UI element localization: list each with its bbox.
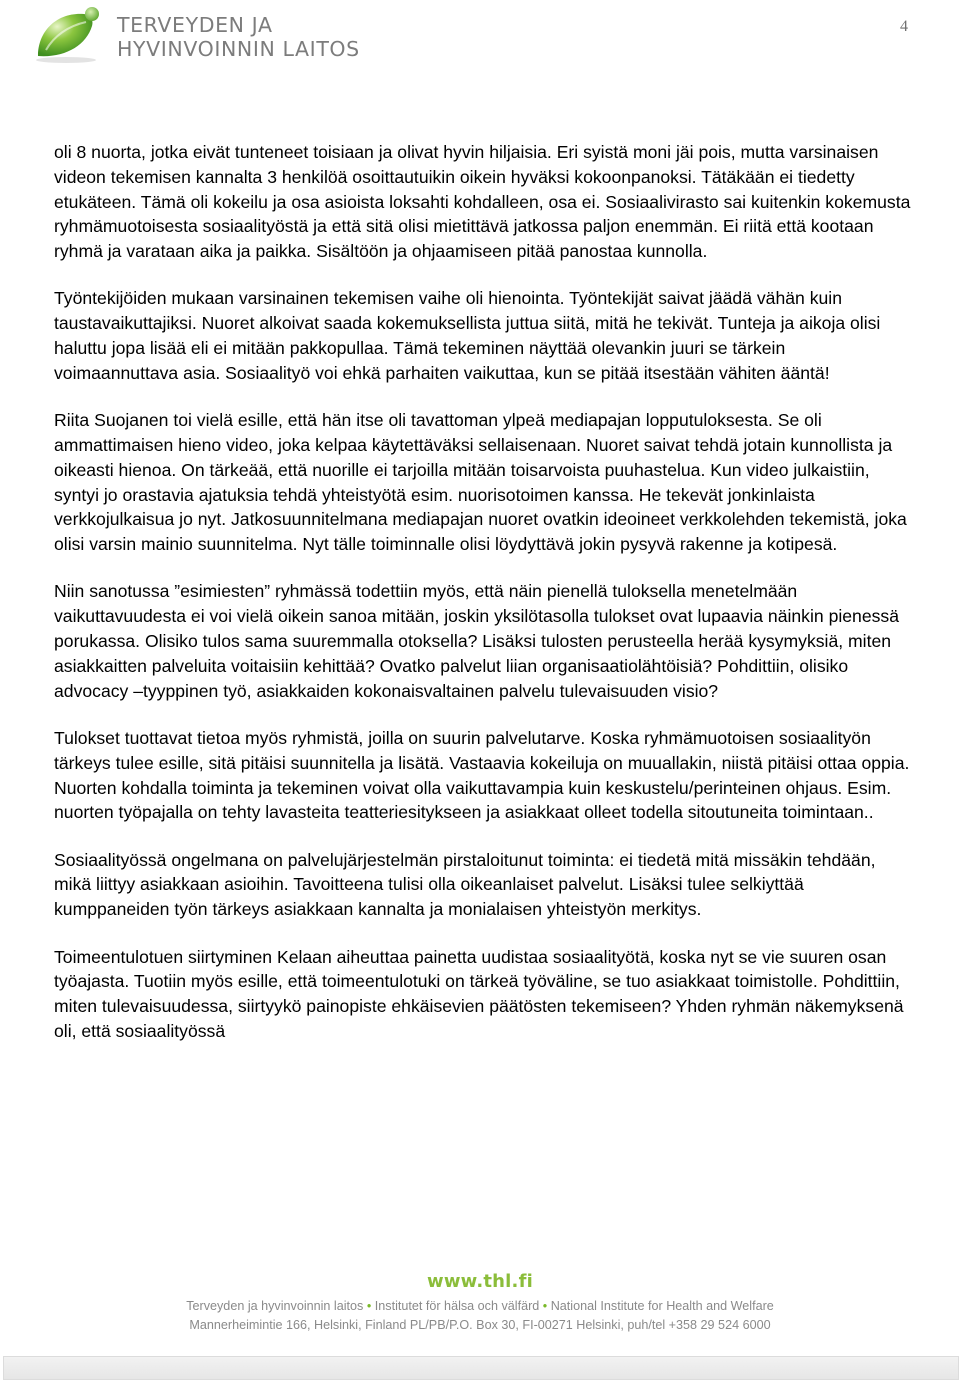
header	[28, 4, 388, 66]
paragraph: Riita Suojanen toi vielä esille, että hän itse oli tavattoman ylpeä mediapajan lopputuloksesta. Se oli ammattimaisen hieno video, joka kelpaa käytettäväksi sellaisenaan. Nuoret saivat tehdä jotain kunnollista ja oikeasti hienoa. On tärkeää, että nuorille ei tarjoilla mitään toisarvoista puuhastelua. Kun video julkaistiin, syntyi jo orastavia ajatuksia tehdä yhteistyötä esim. nuorisotoimen kanssa. He tekevät jonkinlaista verkkojulkaisua jo nyt. Jatkosuunnitelmana mediapajan nuoret ovatkin ideoineet verkkolehden tekemistä, joka olisi varsin mainio suunnitelma. Nyt tälle toiminnalle olisi löydyttävä jokin pysyvä rakenne ja kotipesä.	[54, 410, 907, 555]
document-body	[54, 140, 914, 1066]
institution-name-sv: Institutet för hälsa och välfärd	[374, 1299, 540, 1313]
bullet-separator: •	[542, 1299, 548, 1313]
page-bottom-band	[0, 1352, 960, 1382]
footer-url[interactable]: www.thl.fi	[426, 1271, 533, 1292]
bullet-separator: •	[366, 1299, 372, 1313]
paragraph: Tulokset tuottavat tietoa myös ryhmistä, joilla on suurin palvelutarve. Koska ryhmämuotoisen sosiaalityön tärkeys tulee esille, sitä pitäisi suunnitella ja lisätä. Vastaavia kokeiluja on muuallakin, niistä pitäisi ottaa oppia. Nuorten kohdalla toiminta ja tekeminen voivat olla vaikuttavampia kuin keskustelu/perinteinen ohjaus. Esim. nuorten työpajalla on tehty lavasteita teatteriesitykseen ja asiakkaat olleet todella sitoutuneita toimintaan..	[54, 727, 910, 823]
institution-name-fi: Terveyden ja hyvinvoinnin laitos	[186, 1299, 364, 1313]
band-bar	[3, 1356, 959, 1380]
paragraph: oli 8 nuorta, jotka eivät tunteneet toisiaan ja olivat hyvin hiljaisia. Eri syistä moni jäi pois, mutta varsinaisen videon tekemisen kannalta 3 henkilöä osoittautuikin oikein hyväksi kokoonpanoksi. Tätäkään ei tiedetty etukäteen. Tämä oli kokeilu ja osa asioista loksahti kohdalleen, osa ei. Sosiaalivirasto sai kuitenkin kokemusta ryhmämuotoisesta sosiaalityöstä ja että sitä olisi mietittävä jatkossa paljon enemmän. Ei riitä että kootaan ryhmä ja varataan aika ja paikka. Sisältöön ja ohjaamiseen pitää panostaa kunnolla.	[54, 142, 911, 262]
paragraph: Toimeentulotuen siirtyminen Kelaan aiheuttaa painetta uudistaa sosiaalityötä, koska nyt se vie suuren osan työajasta. Tuotiin myös esille, että toimeentulotuki on tärkeä työväline, se tuo asiakkaat toimistolle. Pohdittiin, miten tulevaisuudessa, siirtyykö painopiste ehkäisevien päätösten tekemiseen? Yhden ryhmän näkemyksenä oli, että sosiaalityössä	[54, 946, 904, 1041]
paragraph: Niin sanotussa ”esimiesten” ryhmässä todettiin myös, että näin pienellä tuloksella menetelmään vaikuttavuudesta ei voi vielä oikein sanoa mitään, joskin yksilötasolla tulokset ovat lupaavia näinkin pienessä porukassa. Olisiko tulos sama suuremmalla otoksella? Lisäksi tulosten perusteella herää kysymyksiä, miten asiakkaitten palveluita voitaisiin kehittää? Ovatko palvelut liian organisaatiolähtöisiä? Pohdittiin, olisiko advocacy –tyyppinen työ, asiakkaiden kokonaisvaltainen palvelu tulevaisuuden visio?	[54, 581, 899, 701]
page-number: 4	[900, 18, 908, 35]
org-name-line2: HYVINVOINNIN LAITOS	[117, 37, 360, 61]
thl-logo-icon	[28, 4, 114, 66]
footer-address: Mannerheimintie 166, Helsinki, Finland PL/PB/P.O. Box 30, FI-00271 Helsinki, puh/tel +358 29 524 6000	[189, 1318, 771, 1332]
org-name-line1: TERVEYDEN JA	[117, 13, 273, 37]
paragraph: Sosiaalityössä ongelmana on palvelujärjestelmän pirstaloitunut toiminta: ei tiedetä mitä missäkin tehdään, mikä liittyy asiakkaan asioihin. Tavoitteena tulisi olla oikeanlaiset palvelut. Lisäksi tulee selkiyttää kumppaneiden työn tärkeys asiakkaan kannalta ja monialaisen yhteistyön merkitys.	[54, 849, 876, 920]
footer-institution-names	[0, 1299, 960, 1313]
institution-name-en: National Institute for Health and Welfare	[550, 1299, 774, 1313]
paragraph: Työntekijöiden mukaan varsinainen tekemisen vaihe oli hienointa. Työntekijät saivat jäädä vähän kuin taustavaikuttajiksi. Nuoret alkoivat saada kokemuksellista juttua siitä, mitä he tekivät. Tunteja ja aikoja olisi haluttu jopa lisää eli ei mitään pakkopullaa. Tämä tekeminen näyttää olevankin juuri se tärkein voimaannuttava asia. Sosiaalityö voi ehkä parhaiten vaikuttaa, kun se pitää itsestään vähiten ääntä!	[54, 288, 881, 383]
